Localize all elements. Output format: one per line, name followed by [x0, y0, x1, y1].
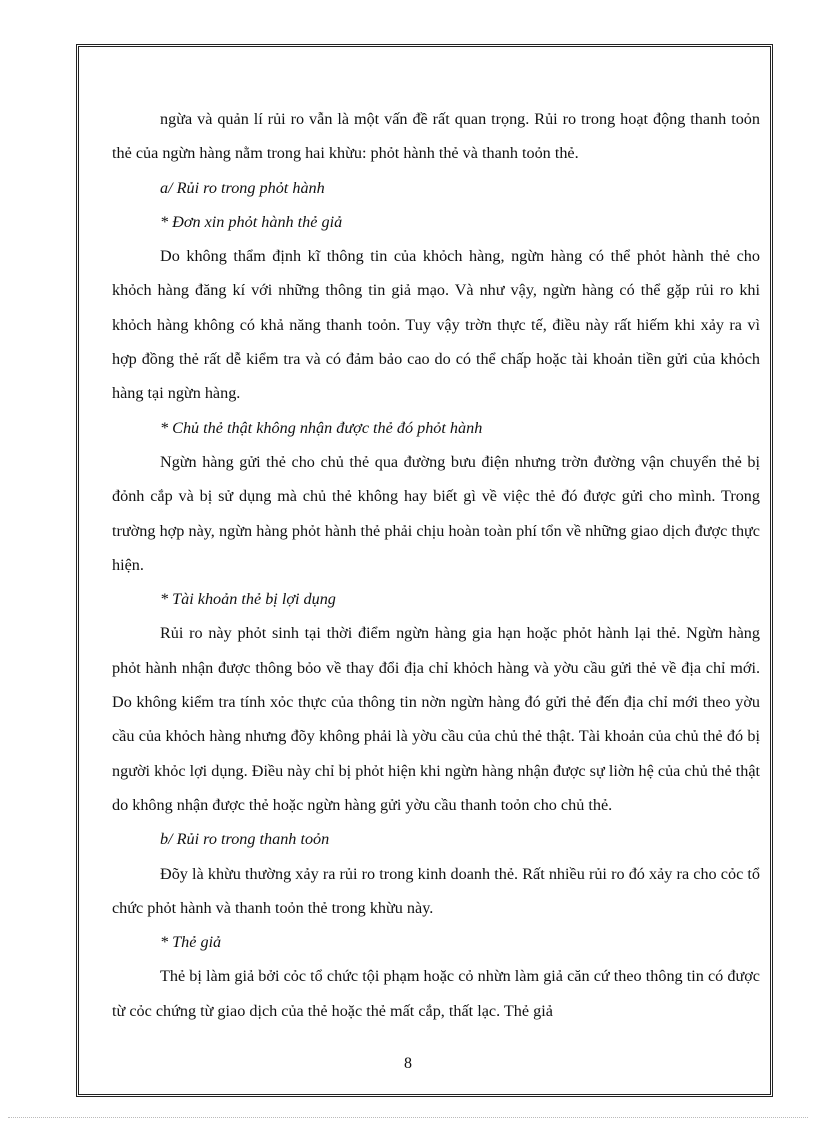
- paragraph-card-not-received: Ngừn hàng gửi thẻ cho chủ thẻ qua đường bưu điện nhưng trờn đường vận chuyển thẻ bị đỏnh cắp và bị sử dụng mà chủ thẻ không hay biết gì về việc thẻ đó được gửi cho mình. Trong trường hợp này, ngừn hàng phỏt hành thẻ phải chịu hoàn toàn phí tổn về những giao dịch được thực hiện.: [112, 452, 760, 574]
- subheading-fake-card: * Thẻ giả: [160, 933, 222, 952]
- bottom-dotted-rule: [8, 1117, 808, 1118]
- heading-payment-risk: b/ Rủi ro trong thanh toỏn: [160, 830, 330, 849]
- page-number: 8: [404, 1055, 412, 1072]
- document-body: [112, 102, 760, 1028]
- subheading-account-misused: * Tài khoản thẻ bị lợi dụng: [160, 590, 336, 609]
- subheading-card-not-received: * Chủ thẻ thật không nhận được thẻ đó phỏt hành: [160, 418, 483, 437]
- paragraph-fake-card: Thẻ bị làm giả bởi cỏc tổ chức tội phạm hoặc cỏ nhừn làm giả căn cứ theo thông tin có được từ cỏc chứng từ giao dịch của thẻ hoặc thẻ mất cắp, thất lạc. Thẻ giả: [112, 967, 760, 1020]
- heading-issuance-risk: a/ Rủi ro trong phỏt hành: [160, 178, 325, 197]
- paragraph-intro: ngừa và quản lí rủi ro vẫn là một vấn đề rất quan trọng. Rủi ro trong hoạt động thanh toỏn thẻ của ngừn hàng nằm trong hai khừu: phỏt hành thẻ và thanh toỏn thẻ.: [112, 110, 760, 163]
- paragraph-account-misused: Rủi ro này phỏt sinh tại thời điểm ngừn hàng gia hạn hoặc phỏt hành lại thẻ. Ngừn hàng phỏt hành nhận được thông bỏo về thay đổi địa chỉ khỏch hàng và yờu cầu gửi thẻ về địa chỉ mới. Do không kiểm tra tính xỏc thực của thông tin nờn ngừn hàng đó gửi thẻ đến địa chỉ mới theo yờu cầu của khỏch hàng nhưng đõy không phải là yờu cầu của chủ thẻ thật. Tài khoản của chủ thẻ đó bị người khỏc lợi dụng. Điều này chỉ bị phỏt hiện khi ngừn hàng nhận được sự liờn hệ của chủ thẻ thật do không nhận được thẻ hoặc ngừn hàng gửi yờu cầu thanh toỏn cho chủ thẻ.: [112, 624, 760, 814]
- paragraph-payment-risk: Đõy là khừu thường xảy ra rủi ro trong kinh doanh thẻ. Rất nhiều rủi ro đó xảy ra cho cỏc tổ chức phỏt hành và thanh toỏn thẻ trong khừu này.: [112, 864, 760, 917]
- paragraph-fake-application: Do không thẩm định kĩ thông tin của khỏch hàng, ngừn hàng có thể phỏt hành thẻ cho khỏch hàng đăng kí với những thông tin giả mạo. Và như vậy, ngừn hàng có thể gặp rủi ro khi khỏch hàng không có khả năng thanh toỏn. Tuy vậy trờn thực tế, điều này rất hiếm khi xảy ra vì hợp đồng thẻ rất dễ kiểm tra và có đảm bảo cao do có thể chấp hoặc tài khoản tiền gửi của khỏch hàng tại ngừn hàng.: [112, 247, 760, 403]
- subheading-fake-application: * Đơn xin phỏt hành thẻ giả: [160, 212, 343, 231]
